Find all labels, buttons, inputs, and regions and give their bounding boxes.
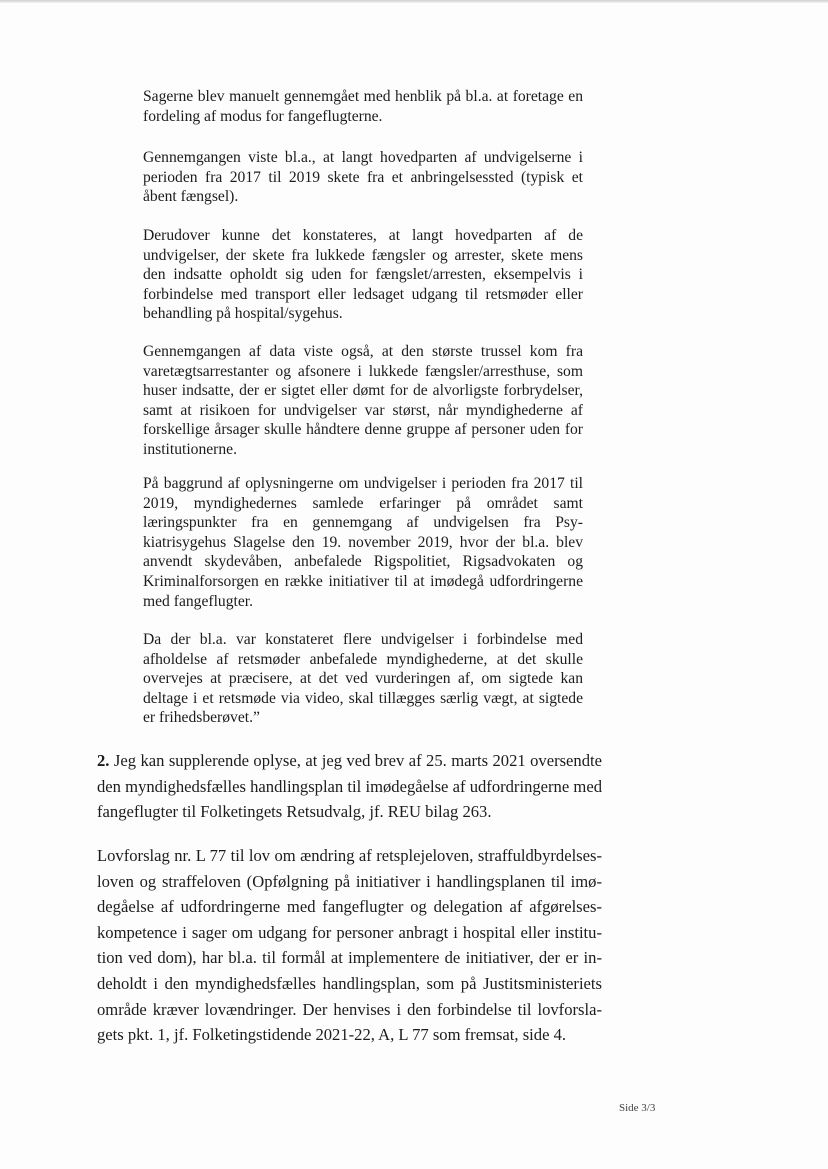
page-top-edge <box>0 0 828 3</box>
quote-paragraph-text: Gennemgangen af data viste også, at den største trussel kom fra varetægtsarrestanter og afsonere i lukkede fængsler/arresthuse, som huser indsatte, der er sigtet eller dømt for de alvorligste forbrydelser, samt at risikoen for undvigelser var størst, når myndighederne af forskellige årsager skulle håndtere denne gruppe af personer uden for institutionerne. <box>143 343 583 458</box>
quote-paragraph-4 <box>143 342 583 460</box>
quote-paragraph-text: Gennemgangen viste bl.a., at langt hovedparten af undvigelserne i perioden fra 2017 til 2019 skete fra et anbringelsessted (typisk et åbent fængsel). <box>143 149 583 206</box>
quote-paragraph-text: Sagerne blev manuelt gennemgået med henblik på bl.a. at foretage en fordeling af modus for fangeflugterne. <box>143 88 583 125</box>
quote-paragraph-1 <box>143 87 583 126</box>
quote-paragraph-text: Da der bl.a. var konstateret flere undvigelser i forbindelse med afholdelse af retsmøder anbefalede myndighederne, at det skulle overvejes at præcisere, at det ved vurderingen af, om sigtede kan deltage i et retsmøde via video, skal tillægges særlig vægt, at sigtede er frihedsberøvet.” <box>143 631 583 727</box>
section-2-text: Jeg kan supplerende oplyse, at jeg ved brev af 25. marts 2021 oversendte den myndighedsfælles handlingsplan til imødegåelse af udfordringerne med fangeflugter til Folketingets Retsudvalg, jf. REU bilag 263. <box>97 751 602 822</box>
quote-paragraph-2 <box>143 148 583 207</box>
quote-paragraph-text: Derudover kunne det konstateres, at langt hovedparten af de undvigelser, der skete fra lukkede fængsler og arrester, skete mens den indsatte opholdt sig uden for fængslet/arresten, eksempelvis i forbindelse med transport eller ledsaget udgang til retsmøder eller behandling på hospital/sygehus. <box>143 227 583 323</box>
l77-paragraph-text: Lovforslag nr. L 77 til lov om ændring af retsplejeloven, straffuldbyrdelsesloven og straffeloven (Opfølgning på initiativer i handlingsplanen til imødegåelse af udfordringerne med fangeflugter og delegation af afgørelseskompetence i sager om udgang for personer anbragt i hospital eller institution ved dom), har bl.a. til formål at implementere de initiativer, der er indeholdt i den myndighedsfælles handlingsplan, som på Justitsministeriets område kræver lovændringer. Der henvises i den forbindelse til lovforslagets pkt. 1, jf. Folketingstidende 2021-22, A, L 77 som fremsat, side 4. <box>97 846 602 1045</box>
l77-paragraph <box>97 843 602 1048</box>
quote-paragraph-text: På baggrund af oplysningerne om undvigelser i perioden fra 2017 til 2019, myndighedernes samlede erfaringer på området samt læringspunkter fra en gennemgang af undvigelsen fra Psykiatrisygehus Slagelse den 19. november 2019, hvor der bl.a. blev anvendt skydevåben, anbefalede Rigspolitiet, Rigsadvokaten og Kriminalforsorgen en række initiativer til at imødegå udfordringerne med fangeflugter. <box>143 475 583 610</box>
quote-paragraph-6 <box>143 630 583 728</box>
quote-paragraph-5 <box>143 474 583 611</box>
page-number: Side 3/3 <box>619 1102 656 1114</box>
quote-paragraph-3 <box>143 226 583 324</box>
section-number: 2. <box>97 751 110 770</box>
section-2-paragraph <box>97 748 602 825</box>
